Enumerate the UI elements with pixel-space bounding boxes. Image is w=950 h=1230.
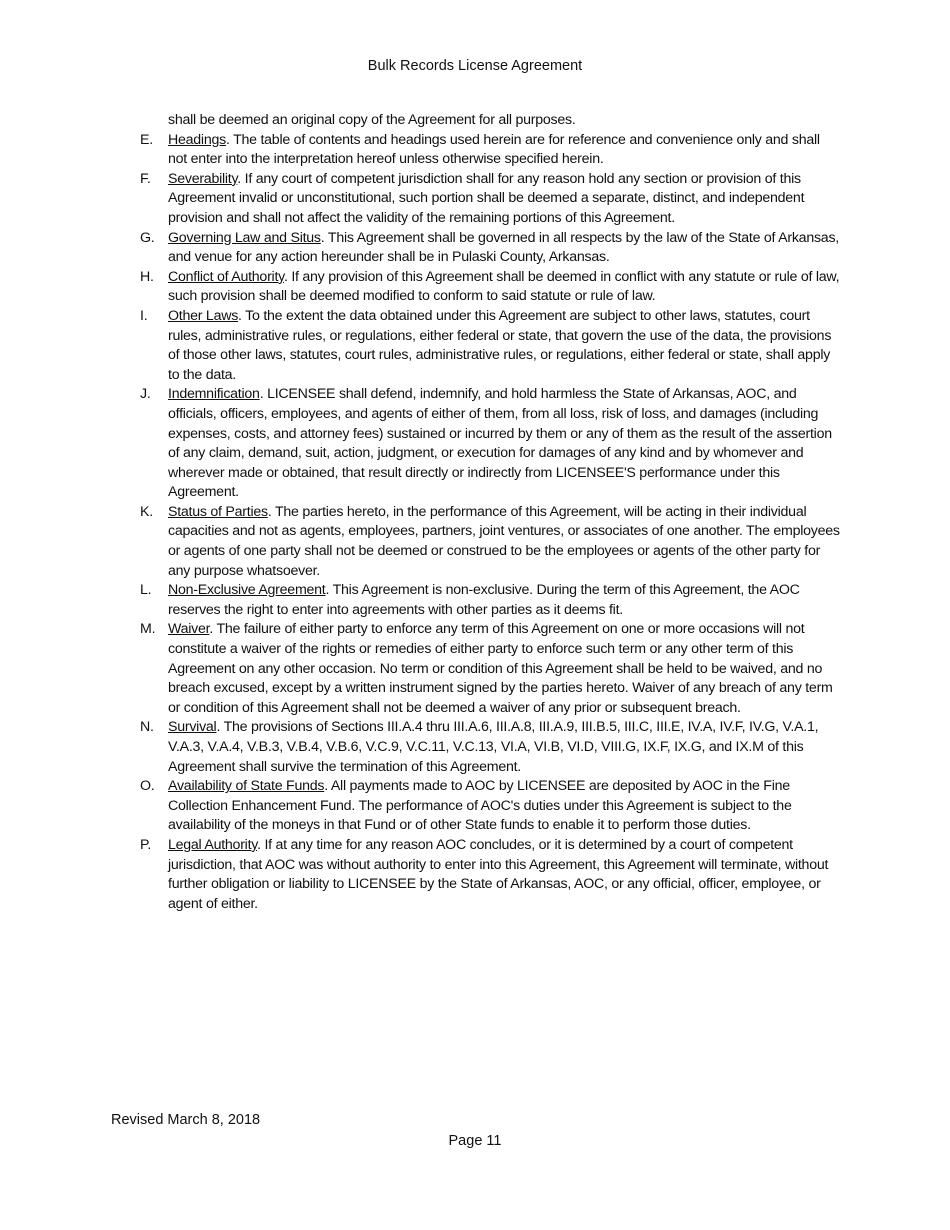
- clause-letter: P.: [140, 836, 152, 853]
- clause-body: [168, 307, 840, 385]
- clause-j: [140, 385, 840, 503]
- clause-title: Availability of State Funds: [168, 778, 325, 795]
- clause-letter: O.: [140, 778, 155, 795]
- document-body: [140, 111, 840, 914]
- clause-title: Non-Exclusive Agreement: [168, 582, 326, 599]
- clause-k: [140, 503, 840, 581]
- clause-e: [140, 131, 840, 170]
- clause-text: . The provisions of Sections III.A.4 thru III.A.6, III.A.8, III.A.9, III.B.5, III.C, III.E, IV.A, IV.F, IV.G, V.A.1, V.A.3, V.A.4, V.B.3, V.B.4, V.B.6, V.C.9, V.C.11, V.C.13, VI.A, VI.B, VI.D, VIII.G, IX.F, IX.G, and IX.M of this Agreement shall survive the termination of this Agreement.: [168, 719, 819, 775]
- clause-body: [168, 836, 840, 914]
- clause-text: . This Agreement is non-exclusive. During the term of this Agreement, the AOC reserves the right to enter into agreements with other parties as it deems fit.: [168, 582, 800, 618]
- clause-text: . All payments made to AOC by LICENSEE are deposited by AOC in the Fine Collection Enhancement Fund. The performance of AOC's duties under this Agreement is subject to the availability of the moneys in that Fund or of other State funds to enable it to perform those duties.: [168, 778, 792, 834]
- clause-body: [168, 581, 840, 620]
- continued-paragraph: shall be deemed an original copy of the Agreement for all purposes.: [168, 112, 576, 128]
- clause-body: [168, 229, 840, 268]
- clause-title: Waiver: [168, 621, 210, 638]
- clause-title: Status of Parties: [168, 503, 268, 520]
- clause-title: Other Laws: [168, 307, 239, 324]
- clause-n: [140, 718, 840, 777]
- clause-h: [140, 268, 840, 307]
- clause-letter: E.: [140, 131, 153, 148]
- footer-revised-date: Revised March 8, 2018: [111, 1112, 261, 1128]
- footer-page-number: Page 11: [448, 1133, 502, 1149]
- clause-text: . The parties hereto, in the performance of this Agreement, will be acting in their individual capacities and not as agents, employees, partners, joint ventures, or associates of one another. The employees or agents of one party shall not be deemed or construed to be the employees or agents of the other party for any purpose whatsoever.: [168, 503, 840, 579]
- clause-title: Conflict of Authority: [168, 268, 284, 285]
- clause-p: [140, 836, 840, 914]
- clause-letter: F.: [140, 170, 151, 187]
- clause-title: Indemnification: [168, 386, 260, 403]
- clause-body: [168, 718, 840, 777]
- clause-text: . LICENSEE shall defend, indemnify, and hold harmless the State of Arkansas, AOC, and officials, officers, employees, and agents of either of them, from all loss, risk of loss, and damages (including expenses, costs, and attorney fees) sustained or incurred by them or any of them as the result of the assertion of any claim, demand, suit, action, judgment, or execution for damages of any kind and by whomever and wherever made or obtained, that result directly or indirectly from LICENSEE'S performance under this Agreement.: [168, 386, 832, 501]
- clause-title: Legal Authority: [168, 836, 258, 853]
- clause-body: [168, 385, 840, 503]
- clause-body: [168, 620, 840, 718]
- clause-body: [168, 777, 840, 836]
- clause-body: [168, 503, 840, 581]
- clause-body: [168, 170, 840, 229]
- clause-body: [168, 268, 840, 307]
- clause-letter: I.: [140, 307, 148, 324]
- clause-text: . To the extent the data obtained under this Agreement are subject to other laws, statutes, court rules, administrative rules, or regulations, either federal or state, that govern the use of the data, the provisions of those other laws, statutes, court rules, administrative rules, or regulations, either federal or state, shall apply to the data.: [168, 307, 832, 383]
- running-header: Bulk Records License Agreement: [367, 58, 583, 74]
- clause-text: . If at any time for any reason AOC concludes, or it is determined by a court of competent jurisdiction, that AOC was without authority to enter into this Agreement, this Agreement will terminate, without further obligation or liability to LICENSEE by the State of Arkansas, AOC, or any official, officer, employee, or agent of either.: [168, 836, 829, 912]
- clause-o: [140, 777, 840, 836]
- clause-letter: J.: [140, 386, 151, 403]
- clause-text: . The failure of either party to enforce any term of this Agreement on one or more occasions will not constitute a waiver of the rights or remedies of either party to enforce such term or any other term of this Agreement on any other occasion. No term or condition of this Agreement shall be held to be waived, and no breach excused, except by a written instrument signed by the parties hereto. Waiver of any breach of any term or condition of this Agreement shall not be deemed a waiver of any prior or subsequent breach.: [168, 621, 833, 716]
- clause-m: [140, 620, 840, 718]
- clause-letter: K.: [140, 503, 153, 520]
- clause-letter: H.: [140, 268, 154, 285]
- clause-text: . If any provision of this Agreement shall be deemed in conflict with any statute or rule of law, such provision shall be deemed modified to conform to said statute or rule of law.: [168, 268, 840, 305]
- clause-letter: N.: [140, 719, 154, 736]
- clause-title: Survival: [168, 719, 217, 736]
- clause-title: Governing Law and Situs: [168, 229, 321, 246]
- clause-letter: G.: [140, 229, 155, 246]
- clause-g: [140, 229, 840, 268]
- clause-letter: L.: [140, 582, 152, 599]
- clause-text: . The table of contents and headings used herein are for reference and convenience only and shall not enter into the interpretation hereof unless otherwise specified herein.: [168, 131, 820, 168]
- clause-text: . This Agreement shall be governed in all respects by the law of the State of Arkansas, and venue for any action hereunder shall be in Pulaski County, Arkansas.: [168, 229, 839, 266]
- clause-body: [168, 131, 840, 170]
- clause-i: [140, 307, 840, 385]
- clause-letter: M.: [140, 621, 156, 638]
- clause-f: [140, 170, 840, 229]
- clause-title: Headings: [168, 131, 226, 148]
- clause-title: Severability: [168, 170, 238, 187]
- clause-l: [140, 581, 840, 620]
- clause-text: . If any court of competent jurisdiction shall for any reason hold any section or provision of this Agreement invalid or unconstitutional, such portion shall be deemed a separate, distinct, and independent provision and shall not affect the validity of the remaining portions of this Agreement.: [168, 170, 805, 226]
